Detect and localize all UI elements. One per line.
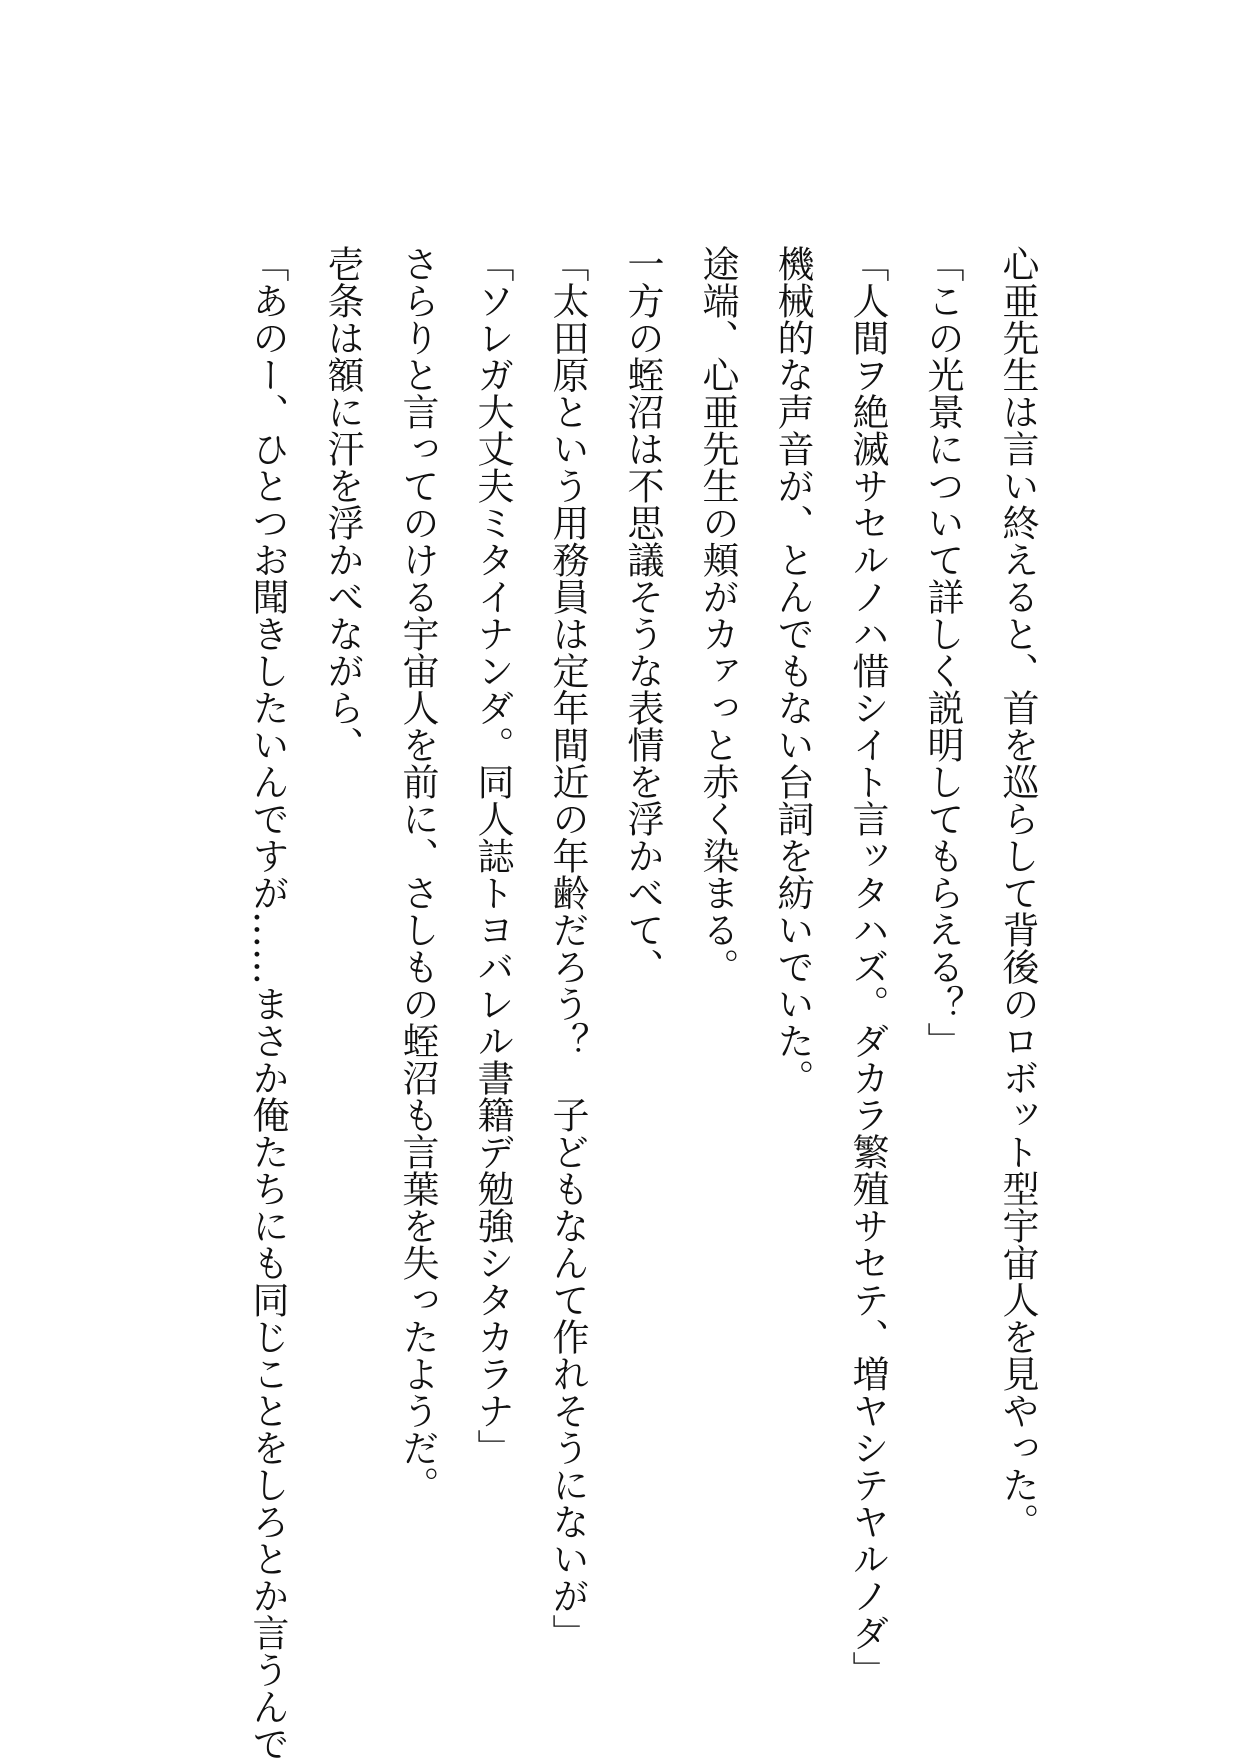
text-line-4: 機械的な声音が、とんでもない台詞を紡いでいた。: [771, 245, 814, 1096]
text-line-5: 途端、心亜先生の頬がカァっと赤く染まる。: [696, 245, 739, 985]
text-line-7: 「太田原という用務員は定年間近の年齢だろう？ 子どもなんて作れそうにないが」: [546, 245, 589, 1651]
text-line-10: 壱条は額に汗を浮かべながら、: [321, 245, 364, 763]
text-line-1: 心亜先生は言い終えると、首を巡らして背後のロボット型宇宙人を見やった。: [996, 245, 1039, 1540]
text-line-8: 「ソレガ大丈夫ミタイナンダ。同人誌トヨバレル書籍デ勉強シタカラナ」: [471, 245, 514, 1466]
text-line-3: 「人間ヲ絶滅サセルノハ惜シイト言ッタハズ。ダカラ繁殖サセテ、増ヤシテヤルノダ」: [846, 245, 889, 1688]
text-line-11: 「あのー、ひとつお聞きしたいんですが……まさか俺たちにも同じことをしろとか言うんで: [246, 245, 289, 1762]
text-line-6: 一方の蛭沼は不思議そうな表情を浮かべて、: [621, 245, 664, 985]
text-line-2: 「この光景について詳しく説明してもらえる？」: [921, 245, 964, 1059]
text-line-9: さらりと言ってのける宇宙人を前に、さしもの蛭沼も言葉を失ったようだ。: [396, 245, 439, 1503]
vertical-text-block: [245, 245, 1055, 1762]
